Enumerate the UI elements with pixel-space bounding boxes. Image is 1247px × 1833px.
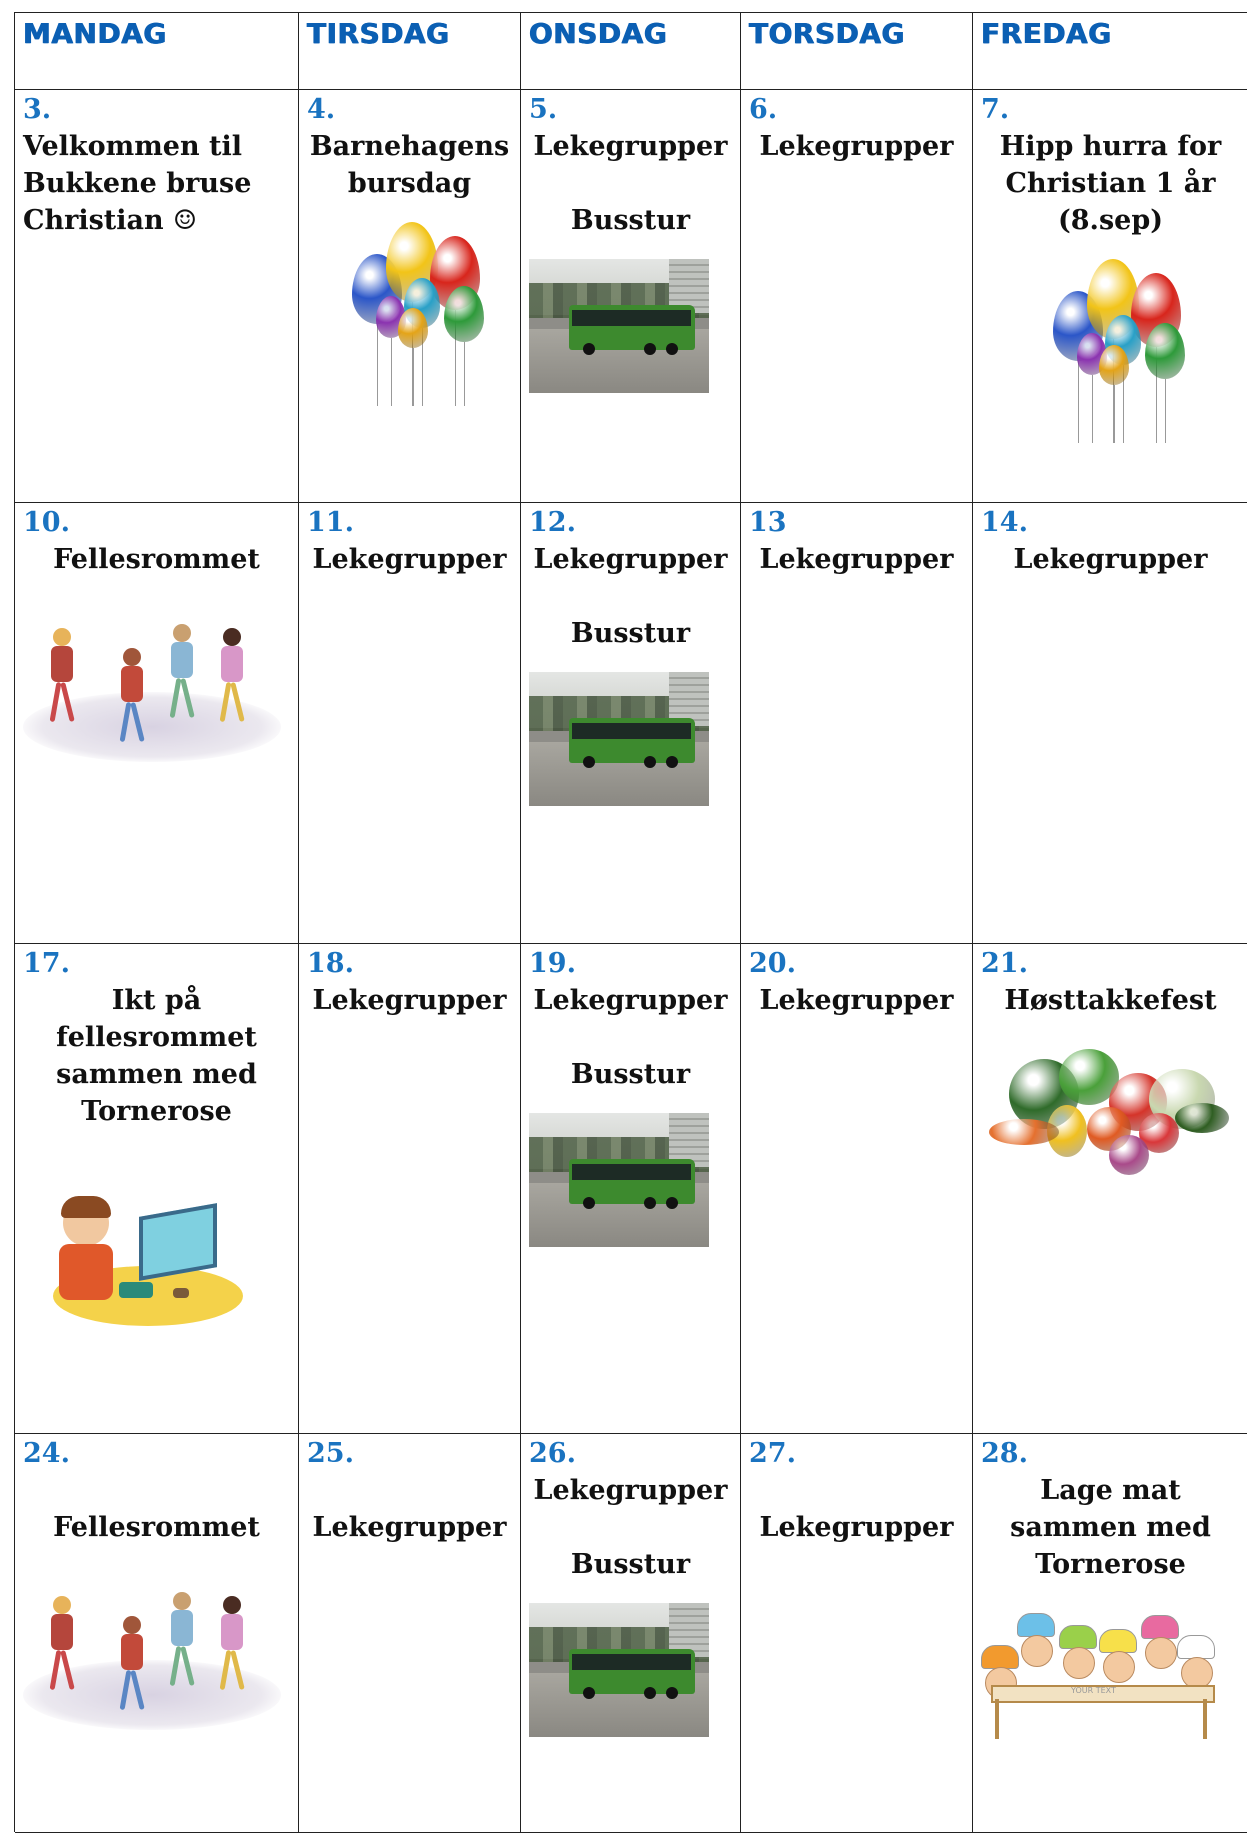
blank-line (529, 165, 732, 202)
dancing-kids-illustration (23, 1576, 281, 1736)
day-date: 11. (307, 507, 354, 538)
day-cell-monday (15, 1434, 299, 1833)
event-text: Barnehagens (309, 131, 510, 162)
day-date: 7. (981, 94, 1010, 125)
balloon-string (1165, 379, 1166, 443)
event-text: fellesrommet (56, 1022, 257, 1053)
day-cell-monday (15, 944, 299, 1434)
day-date: 6. (749, 94, 778, 125)
day-date: 28. (981, 1438, 1028, 1469)
balloon-string (377, 324, 378, 406)
event-text: Bukkene bruse (23, 168, 252, 199)
day-cell-friday (973, 1434, 1247, 1833)
day-date: 20. (749, 948, 796, 979)
event-text: Busstur (570, 205, 691, 236)
day-cell-wednesday (521, 944, 741, 1434)
event-text: Lekegrupper (312, 544, 507, 575)
event-text: Fellesrommet (53, 1512, 260, 1543)
day-date: 27. (749, 1438, 796, 1469)
day-date: 14. (981, 507, 1028, 538)
event-text: Fellesrommet (53, 544, 260, 575)
event-text: Lekegrupper (759, 1512, 954, 1543)
day-cell-friday (973, 944, 1247, 1434)
bus-photo (529, 1603, 709, 1737)
event-text: Christian 1 år (1005, 168, 1216, 199)
day-header-wednesday: ONSDAG (521, 13, 741, 90)
blank-line (749, 1472, 964, 1509)
day-cell-tuesday (299, 1434, 521, 1833)
day-cell-monday (15, 90, 299, 503)
day-header-monday: MANDAG (15, 13, 299, 90)
day-cell-wednesday (521, 90, 741, 503)
bus-image (529, 1113, 732, 1253)
day-header-friday: FREDAG (973, 13, 1247, 90)
event-text: sammen med (56, 1059, 257, 1090)
day-cell-thursday (741, 503, 973, 944)
day-cell-wednesday (521, 1434, 741, 1833)
bus-image (529, 672, 732, 812)
event-text: Velkommen til (23, 131, 242, 162)
balloons-image (307, 216, 512, 406)
day-header-thursday: TORSDAG (741, 13, 973, 90)
day-cell-friday (973, 90, 1247, 503)
day-date: 21. (981, 948, 1028, 979)
balloon-string (1092, 375, 1093, 443)
bus-photo (529, 1113, 709, 1247)
event-text: Busstur (570, 1549, 691, 1580)
event-text: bursdag (347, 168, 472, 199)
balloons-image (981, 253, 1240, 443)
day-date: 24. (23, 1438, 70, 1469)
day-cell-friday (973, 503, 1247, 944)
balloon-string (391, 338, 392, 406)
day-date: 19. (529, 948, 576, 979)
vegetables-illustration (989, 1049, 1225, 1199)
balloon-shape (444, 286, 484, 342)
event-text: Lekegrupper (759, 985, 954, 1016)
day-date: 17. (23, 948, 70, 979)
balloon-string (413, 348, 414, 406)
day-cell-tuesday (299, 90, 521, 503)
day-date: 3. (23, 94, 52, 125)
event-text: Lekegrupper (533, 131, 728, 162)
day-date: 13 (749, 507, 787, 538)
event-text: Busstur (570, 618, 691, 649)
bus-image (529, 259, 732, 399)
dancing-kids-image (23, 1576, 290, 1746)
day-cell-thursday (741, 1434, 973, 1833)
balloon-shape (398, 308, 428, 348)
event-text: Christian ☺ (23, 205, 198, 236)
event-text: Hipp hurra for (999, 131, 1222, 162)
event-text: Lage mat (1040, 1475, 1181, 1506)
balloon-shape (1099, 345, 1129, 385)
calendar-grid (14, 12, 1247, 1832)
blank-line (307, 1472, 512, 1509)
balloon-string (464, 342, 465, 406)
blank-line (529, 1019, 732, 1056)
day-cell-tuesday (299, 503, 521, 944)
event-text: Tornerose (1035, 1549, 1186, 1580)
computer-kid-illustration (53, 1170, 249, 1356)
balloon-shape (1145, 323, 1185, 379)
dancing-kids-image (23, 608, 290, 778)
dancing-kids-illustration (23, 608, 281, 768)
bus-photo (529, 672, 709, 806)
blank-line (529, 578, 732, 615)
event-text: Lekegrupper (533, 1475, 728, 1506)
balloon-string (1114, 385, 1115, 443)
event-text: (8.sep) (1058, 205, 1163, 236)
day-header-tuesday: TIRSDAG (299, 13, 521, 90)
day-cell-thursday (741, 90, 973, 503)
event-text: Lekegrupper (759, 131, 954, 162)
day-date: 12. (529, 507, 576, 538)
event-text: Lekegrupper (312, 1512, 507, 1543)
event-text: Lekegrupper (533, 544, 728, 575)
bus-image (529, 1603, 732, 1743)
day-cell-tuesday (299, 944, 521, 1434)
vegetables-image (981, 1049, 1240, 1209)
event-text: Høsttakkefest (1004, 985, 1217, 1016)
cooking-banner-text: YOUR TEXT (1071, 1686, 1116, 1695)
blank-line (23, 1472, 290, 1509)
day-date: 25. (307, 1438, 354, 1469)
event-text: Lekegrupper (1013, 544, 1208, 575)
bus-photo (529, 259, 709, 393)
day-date: 10. (23, 507, 70, 538)
day-date: 18. (307, 948, 354, 979)
cooking-kids-image (981, 1605, 1240, 1745)
day-cell-thursday (741, 944, 973, 1434)
day-date: 26. (529, 1438, 576, 1469)
event-text: Busstur (570, 1059, 691, 1090)
event-text: Lekegrupper (312, 985, 507, 1016)
balloon-string (1078, 361, 1079, 443)
blank-line (529, 1509, 732, 1546)
day-cell-monday (15, 503, 299, 944)
event-text: sammen med (1010, 1512, 1211, 1543)
event-text: Lekegrupper (759, 544, 954, 575)
day-date: 5. (529, 94, 558, 125)
cooking-kids-illustration (981, 1605, 1231, 1741)
event-text: Tornerose (81, 1096, 232, 1127)
event-text: Ikt på (111, 985, 202, 1016)
computer-kid-image (23, 1170, 290, 1360)
day-cell-wednesday (521, 503, 741, 944)
day-date: 4. (307, 94, 336, 125)
event-text: Lekegrupper (533, 985, 728, 1016)
